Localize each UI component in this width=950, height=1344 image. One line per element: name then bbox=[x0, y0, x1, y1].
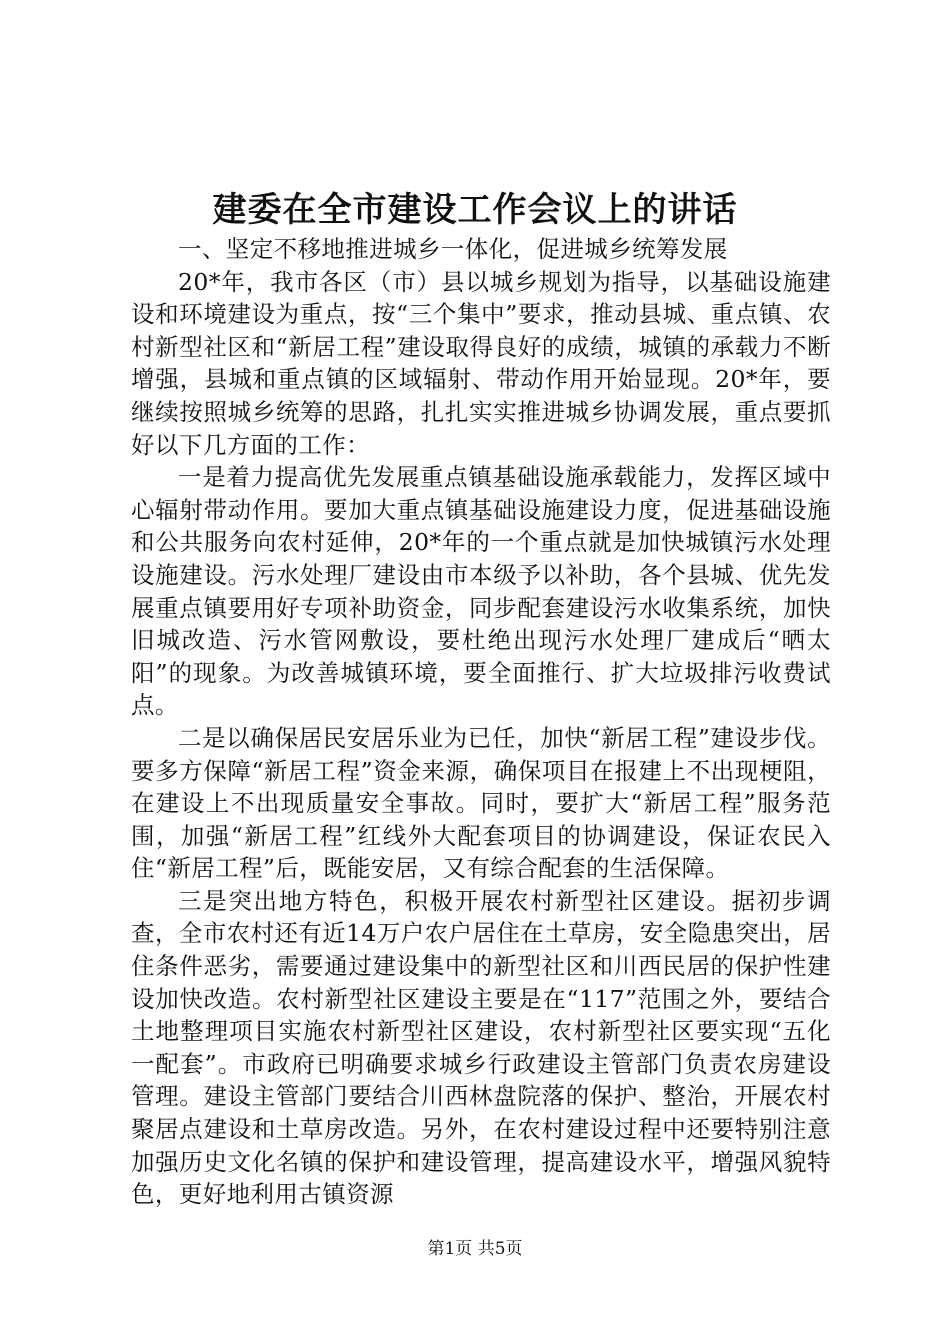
document-body bbox=[131, 233, 831, 1211]
paragraph: 二是以确保居民安居乐业为已任，加快“新居工程”建设步伐。要多方保障“新居工程”资金来源，确保项目在报建上不出现梗阻，在建设上不出现质量安全事故。同时，要扩大“新居工程”服务范围，加强“新居工程”红线外大配套项目的协调建设，保证农民入住“新居工程”后，既能安居，又有综合配套的生活保障。 bbox=[131, 723, 831, 883]
paragraph: 三是突出地方特色，积极开展农村新型社区建设。据初步调查，全市农村还有近14万户农户居住在土草房，安全隐患突出，居住条件恶劣，需要通过建设集中的新型社区和川西民居的保护性建设加快改造。农村新型社区建设主要是在“117”范围之外，要结合土地整理项目实施农村新型社区建设，农村新型社区要实现“五化一配套”。市政府已明确要求城乡行政建设主管部门负责农房建设管理。建设主管部门要结合川西林盘院落的保护、整治，开展农村聚居点建设和土草房改造。另外，在农村建设过程中还要特别注意加强历史文化名镇的保护和建设管理，提高建设水平，增强风貌特色，更好地利用古镇资源 bbox=[131, 886, 831, 1209]
paragraph: 20*年，我市各区（市）县以城乡规划为指导，以基础设施建设和环境建设为重点，按“三个集中”要求，推动县城、重点镇、农村新型社区和“新居工程”建设取得良好的成绩，城镇的承载力不断增强，县城和重点镇的区域辐射、带动作用开始显现。20*年，要继续按照城乡统筹的思路，扎扎实实推进城乡协调发展，重点要抓好以下几方面的工作： bbox=[131, 267, 831, 459]
page-number: 第1页 共5页 bbox=[427, 1239, 523, 1259]
section-heading: 一、坚定不移地推进城乡一体化，促进城乡统筹发展 bbox=[178, 235, 728, 263]
paragraph: 一是着力提高优先发展重点镇基础设施承载能力，发挥区域中心辐射带动作用。要加大重点镇基础设施建设力度，促进基础设施和公共服务向农村延伸，20*年的一个重点就是加快城镇污水处理设施建设。污水处理厂建设由市本级予以补助，各个县城、优先发展重点镇要用好专项补助资金，同步配套建设污水收集系统，加快旧城改造、污水管网敷设，要杜绝出现污水处理厂建成后“晒太阳”的现象。为改善城镇环境，要全面推行、扩大垃圾排污收费试点。 bbox=[131, 463, 831, 720]
page-title: 建委在全市建设工作会议上的讲话 bbox=[212, 190, 738, 230]
